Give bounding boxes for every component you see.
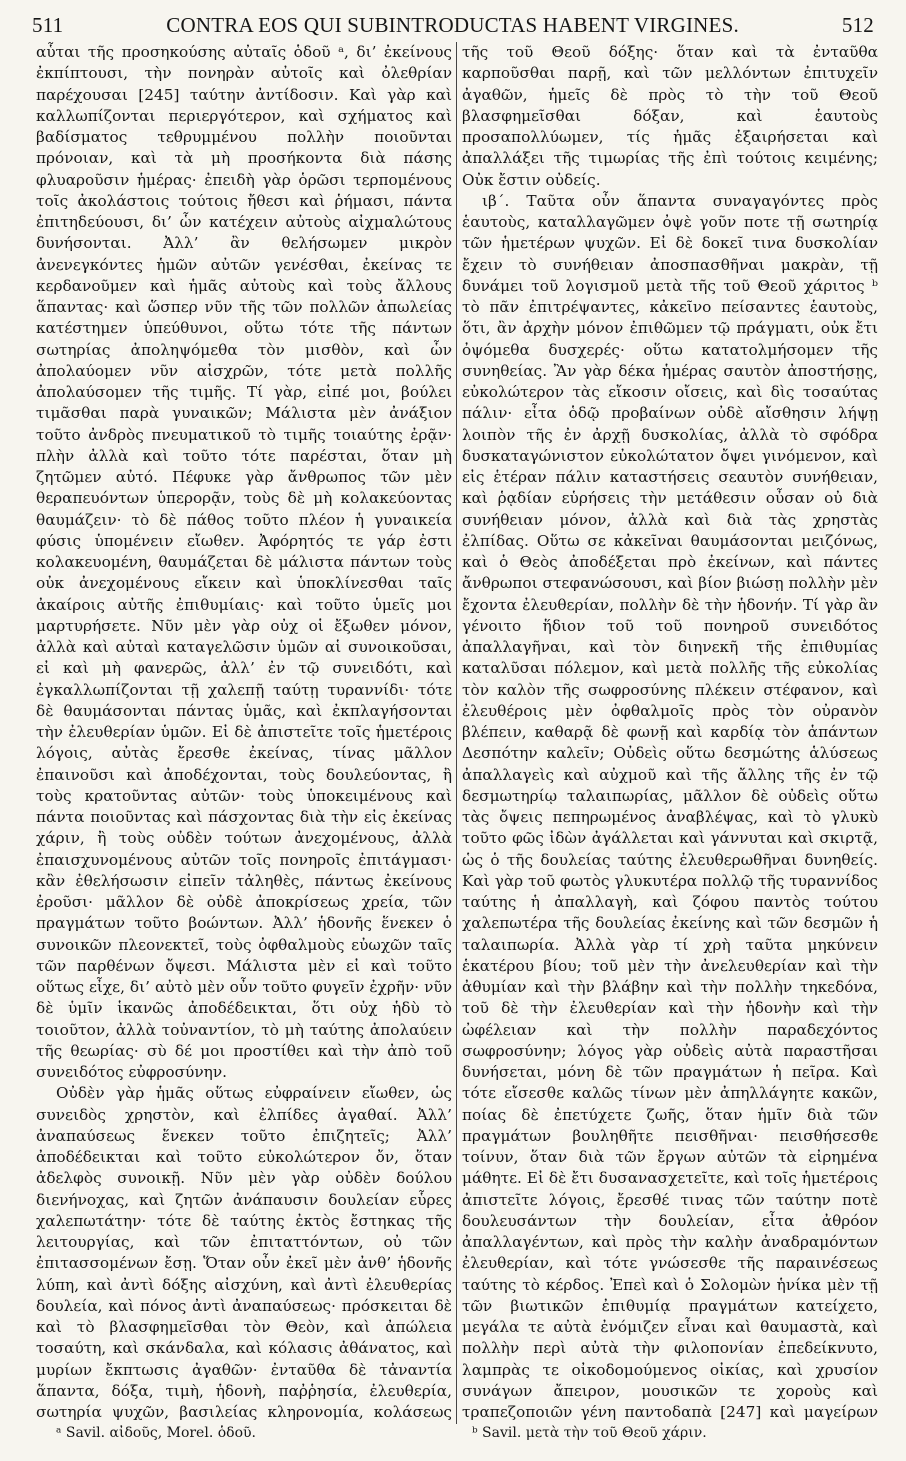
paragraph: τῆς τοῦ Θεοῦ δόξης· ὅταν καὶ τὰ ἐνταῦθα καρποῦσθαι παρῇ, καὶ τῶν μελλόντων ἐπιτυχεῖν ἀγαθῶν, ἡμεῖς δὲ πρὸς τὸ τὴν τοῦ Θεοῦ βλασφημεῖσθαι δόξαν, καὶ ἑαυτοὺς προσαπολλύωμεν, τίς ἡμᾶς ἐξαιρήσεται καὶ ἀπαλλάξει τῆς τιμωρίας τῆς ἐπὶ τούτοις κειμένης; Οὐκ ἔστιν οὐδείς. <box>462 43 878 189</box>
right-column <box>462 42 878 1424</box>
running-title: CONTRA EOS QUI SUBINTRODUCTAS HABENT VIRGINES. <box>166 12 739 37</box>
footnote-right: ᵇ Savil. μετὰ τὴν τοῦ Θεοῦ χάριν. <box>472 1425 707 1441</box>
column-divider <box>456 42 457 1424</box>
running-header <box>32 10 874 40</box>
footnote-left: ᵃ Savil. αἰδοῦς, Morel. ὁδοῦ. <box>56 1425 256 1441</box>
paragraph: αὗται τῆς προσηκούσης αὐταῖς ὁδοῦ ᵃ, δι’ ἐκείνους ἐκπίπτουσι, τὴν πονηρὰν αὐτοῖς καὶ ὀλεθρίαν παρέχουσαι [245] ταύτην ἀντίδοσιν. Καὶ γὰρ καὶ καλλωπίζονται περιεργότερον, καὶ σχήματος καὶ βαδίσματος τεθρυμμένου πολλὴν ποιοῦνται πρόνοιαν, καὶ τὰ μὴ προσήκοντα διὰ πάσης φλυαροῦσιν ἡμέρας· ἐπειδὴ γὰρ ὁρῶσι τερπομένους τοῖς ἀκολάστοις τούτοις ἤθεσι καὶ ῥήμασι, πάντα ἐπιτηδεύουσι, δι’ ὧν κατέχειν αὐτοὺς αἰχμαλώτους δυνήσονται. Ἀλλ’ ἂν θελήσωμεν μικρὸν ἀνενεγκόντες ἡμῶν αὐτῶν γενέσθαι, ἐκείνας τε κερδανοῦμεν καὶ ἡμᾶς αὐτοὺς καὶ τοὺς ἄλλους ἅπαντας· καὶ ὥσπερ νῦν τῆς τῶν πολλῶν ἀπωλείας κατέστημεν ὑπεύθυνοι, οὕτω τότε τῆς πάντων σωτηρίας ἀποληψόμεθα τὸν μισθὸν, καὶ ὧν ἀπολαύομεν νῦν αἰσχρῶν, τότε μετὰ πολλῆς ἀπολαύσομεν τῆς τιμῆς. Τί γὰρ, εἰπέ μοι, βούλει τιμᾶσθαι παρὰ γυναικῶν; Μάλιστα μὲν ἀνάξιον τοῦτο ἀνδρὸς πνευματικοῦ τὸ τιμῆς τοιαύτης ἐρᾷν· πλὴν ἀλλὰ καὶ τοῦτο τότε παρέσται, ὅταν μὴ ζητῶμεν αὐτό. Πέφυκε γὰρ ἄνθρωπος τῶν μὲν θεραπευόντων ὑπερορᾷν, τοὺς δὲ μὴ κολακεύοντας θαυμάζειν· τὸ δὲ πάθος τοῦτο πλέον ἡ γυναικεία φύσις ὑπομένειν εἴωθεν. Ἀφόρητός τε γάρ ἐστι κολακευομένη, θαυμάζεται δὲ μάλιστα πάντων τοὺς οὐκ ἀνεχομένους εἴκειν καὶ ὑποκλίνεσθαι ταῖς ἀκαίροις αὐτῆς ἐπιθυμίαις· καὶ τοῦτο ὑμεῖς μοι μαρτυρήσετε. Νῦν μὲν γὰρ οὐχ οἱ ἔξωθεν μόνον, ἀλλὰ καὶ αὐταὶ καταγελῶσιν ὑμῶν αἱ συνοικοῦσαι, εἰ καὶ μὴ φανερῶς, ἀλλ’ ἐν τῷ συνειδότι, καὶ ἐγκαλλωπίζονται τῇ χαλεπῇ ταύτῃ τυραννίδι· τότε δὲ θαυμάσονται πάντας ὑμᾶς, καὶ ἐκπλαγήσονται τὴν ἐλευθερίαν ὑμῶν. Εἰ δὲ ἀπιστεῖτε τοῖς ἡμετέροις λόγοις, αὐτὰς ἔρεσθε ἐκείνας, τίνας μᾶλλον ἐπαινοῦσι καὶ ἀποδέχονται, τοὺς δουλεύοντας, ἢ τοὺς κρατοῦντας αὐτῶν· τοὺς ὑποκειμένους καὶ πάντα ποιοῦντας καὶ πάσχοντας διὰ τὴν εἰς ἐκείνας χάριν, ἢ τοὺς οὐδὲν τούτων ἀνεχομένους, ἀλλὰ ἐπαισχυνομένους αὐτῶν τοῖς πονηροῖς ἐπιτάγμασι· κἂν ἐθελήσωσιν εἰπεῖν τἀληθὲς, πάντως ἐκείνους ἐροῦσι· μᾶλλον δὲ οὐδὲ ἀποκρίσεως χρεία, τῶν πραγμάτων τοῦτο βοώντων. Ἀλλ’ ἡδονῆς ἕνεκεν ὁ συνοικῶν πλεονεκτεῖ, τοὺς ὀφθαλμοὺς εὐωχῶν ταῖς τῶν παρθένων ὄψεσι. Μάλιστα μὲν εἰ καὶ τοῦτο οὕτως εἶχε, δι’ αὐτὸ μὲν οὖν τοῦτο φυγεῖν ἐχρῆν· νῦν δὲ ὑμῖν ἱκανῶς ἀποδέδεικται, ὅτι οὐχ ἡδὺ τὸ τοιοῦτον, ἀλλὰ τοὐναντίον, τὸ μὴ ταύτης ἀπολαύειν τῆς θεωρίας· σὺ δέ μοι προστίθει καὶ τὴν ἀπὸ τοῦ συνειδότος εὐφροσύνην. <box>36 43 452 1081</box>
paragraph: ιβ΄. Ταῦτα οὖν ἅπαντα συναγαγόντες πρὸς ἑαυτοὺς, καταλλαγῶμεν ὀψὲ γοῦν ποτε τῇ σωτηρίᾳ τῶν ἡμετέρων ψυχῶν. Εἰ δὲ δοκεῖ τινα δυσκολίαν ἔχειν τὸ συνήθειαν ἀποσπασθῆναι μακρὰν, τῇ δυνάμει τοῦ λογισμοῦ μετὰ τῆς τοῦ Θεοῦ χάριτος ᵇ τὸ πᾶν ἐπιτρέψαντες, κἀκεῖνο πείσαντες ἑαυτοὺς, ὅτι, ἂν ἀρχὴν μόνον ἐπιθῶμεν τῷ πράγματι, οὐκ ἔτι ὀψόμεθα δυσχερές· οὕτω κατατολμήσομεν τῆς συνηθείας. Ἂν γὰρ δέκα ἡμέρας σαυτὸν ἀποστήσῃς, εὐκολώτερον τὰς εἴκοσιν οἴσεις, καὶ δὶς τοσαύτας πάλιν· εἶτα ὁδῷ προβαίνων οὐδὲ αἴσθησιν λήψῃ λοιπὸν τῆς ἐν ἀρχῇ δυσκολίας, ἀλλὰ τὸ σφόδρα δυσκαταγώνιστον εὐκολώτατον ὄψει γινόμενον, καὶ εἰς ἑτέραν πάλιν καταστήσεις σεαυτὸν συνήθειαν, καὶ ῥᾳδίαν εὑρήσεις τὴν μετάθεσιν οὖσαν οὐ διὰ συνήθειαν μόνον, ἀλλὰ καὶ διὰ τὰς χρηστὰς ἐλπίδας. Οὕτω σε κἀκεῖναι θαυμάσονται μειζόνως, καὶ ὁ Θεὸς ἀποδέξεται πρὸ ἐκείνων, καὶ πάντες ἄνθρωποι στεφανώσουσι, καὶ βίον βιώσῃ πολλὴν μὲν ἔχοντα ἐλευθερίαν, πολλὴν δὲ τὴν ἡδονήν. Τί γὰρ ἂν γένοιτο ἥδιον τοῦ τοῦ πονηροῦ συνειδότος ἀπαλλαγῆναι, καὶ τὸν διηνεκῆ τῆς ἐπιθυμίας καταλῦσαι πόλεμον, καὶ μετὰ πολλῆς τῆς εὐκολίας τὸν καλὸν τῆς σωφροσύνης πλέκειν στέφανον, καὶ ἐλευθέροις μὲν ὀφθαλμοῖς πρὸς τὸν οὐρανὸν βλέπειν, καθαρᾷ δὲ φωνῇ καὶ καρδίᾳ τὸν ἁπάντων Δεσπότην καλεῖν; Οὐδεὶς οὕτω δεσμώτης ἁλύσεως ἀπαλλαγεὶς καὶ αὐχμοῦ καὶ τῆς ἄλλης τῆς ἐν τῷ δεσμωτηρίῳ ταλαιπωρίας, μᾶλλον δὲ οὐδεὶς οὕτω τὰς ὄψεις πεπηρωμένος ἀναβλέψας, καὶ τὸ γλυκὺ τοῦτο φῶς ἰδὼν ἀγάλλεται καὶ γάννυται καὶ σκιρτᾷ, ὡς ὁ τῆς δουλείας ταύτης ἐλευθερωθῆναι δυνηθείς. Καὶ γὰρ τοῦ φωτὸς γλυκυτέρα πολλῷ τῆς τυραννίδος ταύτης ἡ ἀπαλλαγὴ, καὶ ζόφου παντὸς τούτου χαλεπωτέρα τῆς δουλείας ἐκείνης καὶ τῶν δεσμῶν ἡ ταλαιπωρία. Ἀλλὰ γὰρ τί χρὴ ταῦτα μηκύνειν ἑκατέρου βίου; τοῦ μὲν τὴν ἀνελευθερίαν καὶ τὴν ἀθυμίαν καὶ τὴν βλάβην καὶ τὴν πολλὴν τηκεδόνα, τοῦ δὲ τὴν ἐλευθερίαν καὶ τὴν ἡδονὴν καὶ τὴν ὠφέλειαν καὶ τὴν πολλὴν παραδεχόντος σωφροσύνην; λόγος γὰρ οὐδεὶς αὐτὰ παραστῆσαι δυνήσεται, μόνη δὲ τῶν πραγμάτων ἡ πεῖρα. Καὶ τότε εἴσεσθε καλῶς τίνων μὲν ἀπηλλάγητε κακῶν, ποίας δὲ ἐπετύχετε ζωῆς, ὅταν ἡμῖν διὰ τῶν πραγμάτων βουληθῆτε πεισθῆναι· πεισθήσεσθε τοίνυν, ὅταν διὰ τῶν ἔργων αὐτῶν τὰ εἰρημένα μάθητε. Εἰ δὲ ἔτι δυσανασχετεῖτε, καὶ τοῖς ἡμετέροις ἀπιστεῖτε λόγοις, ἔρεσθέ τινας τῶν ταύτην ποτὲ δουλευσάντων τὴν δουλείαν, εἶτα ἀθρόον ἀπαλλαγέντων, καὶ πρὸς τὴν καλὴν ἀναδραμόντων ἐλευθερίαν, καὶ τότε γνώσεσθε τῆς παραινέσεως ταύτης τὸ κέρδος. Ἐπεὶ καὶ ὁ Σολομὼν ἡνίκα μὲν τῇ τῶν βιωτικῶν ἐπιθυμίᾳ πραγμάτων κατείχετο, μεγάλα τε αὐτὰ ἐνόμιζεν εἶναι καὶ θαυμαστὰ, καὶ πολλὴν περὶ αὐτὰ τὴν φιλοπονίαν ἐπεδείκνυτο, λαμπρὰς τε οἰκοδομούμενος οἰκίας, καὶ χρυσίον συνάγων ἄπειρον, μουσικῶν τε χοροὺς καὶ τραπεζοποιῶν γένη παντοδαπὰ [247] καὶ μαγείρων <box>462 191 878 1421</box>
left-column <box>36 42 452 1424</box>
page-number-right: 512 <box>841 12 874 37</box>
paragraph: Οὐδὲν γὰρ ἡμᾶς οὕτως εὐφραίνειν εἴωθεν, ὡς συνειδὸς χρηστὸν, καὶ ἐλπίδες ἀγαθαί. Ἀλλ’ ἀναπαύσεως ἕνεκεν τοῦτο ἐπιζητεῖς; Ἀλλ’ ἀποδέδεικται καὶ τοῦτο εὐκολώτερον ὄν, ὅταν ἀδελφὸς συνοικῇ. Νῦν μὲν γὰρ οὐδὲν δούλου διενήνοχας, καὶ ζητῶν ἀνάπαυσιν δουλείαν εὗρες χαλεπωτάτην· τότε δὲ ταύτης ἐκτὸς ἔστηκας τῆς λειτουργίας, καὶ τῶν ἐπιταττόντων, οὐ τῶν ἐπιτασσομένων ἔσῃ. Ὅταν οὖν ἐκεῖ μὲν ἀνθ’ ἡδονῆς λύπη, καὶ ἀντὶ δόξης αἰσχύνη, καὶ ἀντὶ ἐλευθερίας δουλεία, καὶ πόνος ἀντὶ ἀναπαύσεως· πρόσκειται δὲ καὶ τὸ βλασφημεῖσθαι τὸν Θεὸν, καὶ ἀπώλεια τοσαύτη, καὶ σκάνδαλα, καὶ κόλασις ἀθάνατος, καὶ μυρίων ἔκπτωσις ἀγαθῶν· ἐνταῦθα δὲ τἀναντία ἅπαντα, δόξα, τιμὴ, ἡδονὴ, παῤῥησία, ἐλευθερία, σωτηρία ψυχῶν, βασιλείας κληρονομία, κολάσεως <box>36 1084 452 1421</box>
page-number-left: 511 <box>32 12 64 37</box>
